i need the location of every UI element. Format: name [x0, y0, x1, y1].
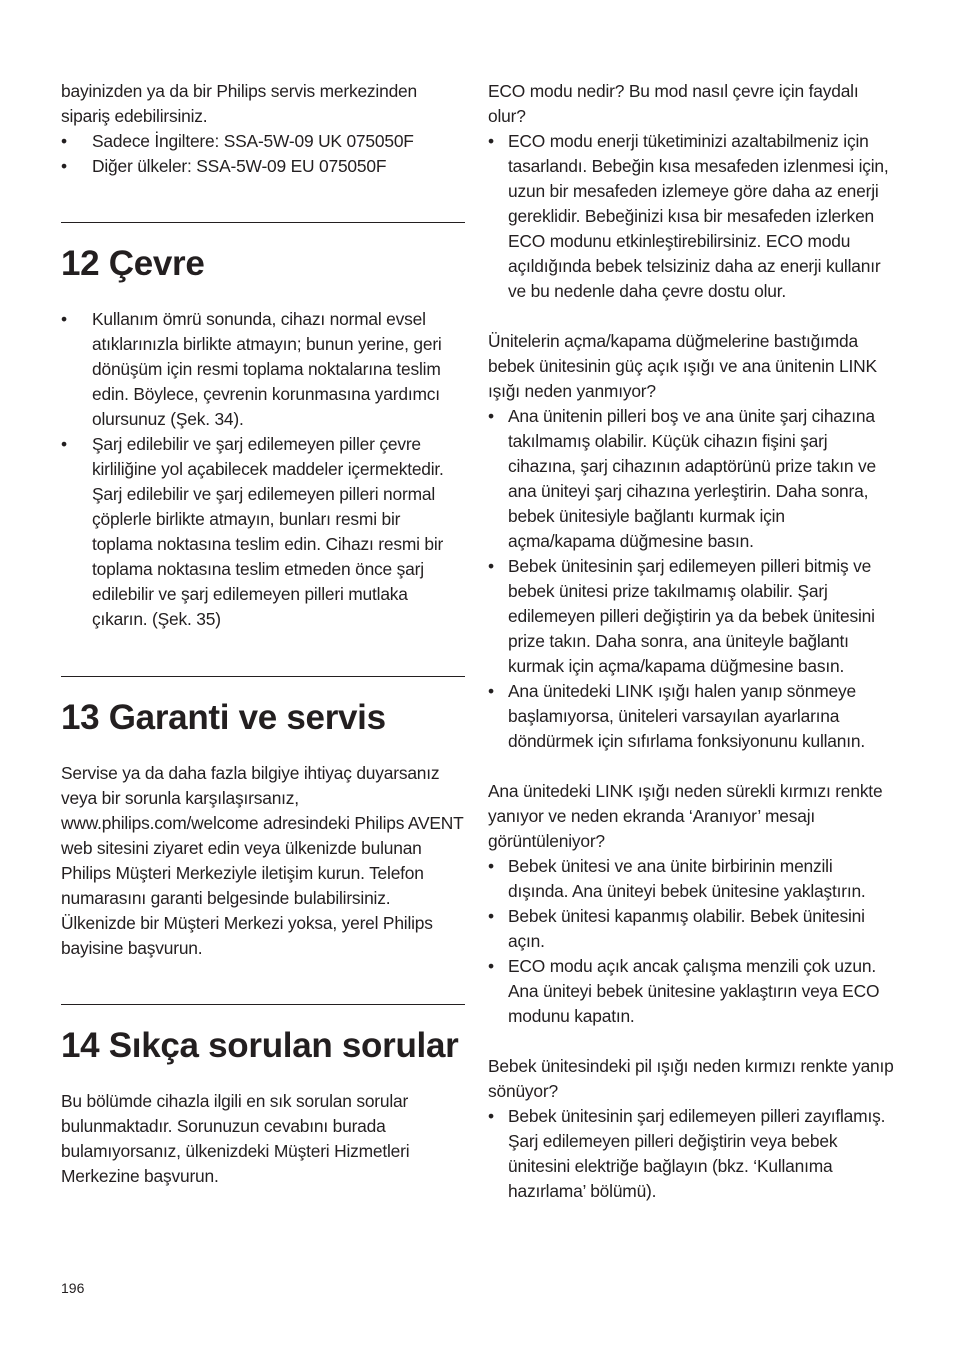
section-12-list — [61, 307, 465, 632]
intro-paragraph: bayinizden ya da bir Philips servis merkezinden sipariş edebilirsiniz. — [61, 81, 417, 126]
page-number: 196 — [61, 1280, 85, 1296]
section-title-13: 13 Garanti ve servis — [61, 698, 386, 737]
list-item: • Kullanım ömrü sonunda, cihazı normal evsel atıklarınızla birlikte atmayın; bunun yerine, geri dönüşüm için resmi toplama noktalarına teslim edin. Böylece, çevrenin korunmasına yardımcı olursunuz (Şek. 34). — [61, 307, 465, 432]
section-title-12: 12 Çevre — [61, 244, 205, 283]
faq-answer: • Bebek ünitesinin şarj edilemeyen pilleri bitmiş ve bebek ünitesi prize takılmamış olabilir. Şarj edilemeyen pilleri değiştirin ya da bebek ünitesini prize takın. Daha sonra, ana üniteyle bağlantı kurmak için açma/kapama düğmesine basın. — [488, 554, 894, 679]
faq-answer: • Ana ünitenin pilleri boş ve ana ünite şarj cihazına takılmamış olabilir. Küçük cihazın fişini şarj cihazına, şarj cihazının adaptörünü prize takın ve ana üniteyi şarj cihazına yerleştirin. Daha sonra, bebek ünitesiyle bağlantı kurmak için açma/kapama düğmesine basın. — [488, 404, 894, 554]
faq-answer: • ECO modu enerji tüketiminizi azaltabilmeniz için tasarlandı. Bebeğin kısa mesafeden izlenmesi için, uzun bir mesafeden izlemeye göre daha az enerji gereklidir. Bebeğinizi kısa bir mesafeden izlerken ECO modunu etkinleştirebilirsiniz. ECO modu açıldığında bebek telsiziniz daha az enerji kullanır ve bu nedenle daha çevre dostu olur. — [488, 129, 894, 304]
faq-column — [488, 79, 894, 1204]
section-13-paragraph: Servise ya da daha fazla bilgiye ihtiyaç duyarsanız veya bir sorunla karşılaşırsanız, www.philips.com/welcome adresindeki Philips AVENT web sitesini ziyaret edin veya ülkenizde bulunan Philips Müşteri Merkeziyle iletişim kurun. Telefon numarasını garanti belgesinde bulabilirsiniz. Ülkenizde bir Müşteri Merkezi yoksa, yerel Philips bayisine başvurun. — [61, 763, 464, 958]
list-item: • Sadece İngiltere: SSA-5W-09 UK 075050F — [61, 129, 465, 154]
left-column — [61, 79, 465, 1189]
section-14-paragraph: Bu bölümde cihazla ilgili en sık sorulan sorular bulunmaktadır. Sorunuzun cevabını burada bulamıyorsanız, ülkenizdeki Müşteri Hizmetleri Merkezine başvurun. — [61, 1091, 410, 1186]
faq-question: Bebek ünitesindeki pil ışığı neden kırmızı renkte yanıp sönüyor? — [488, 1056, 894, 1101]
faq-answer: • Bebek ünitesi ve ana ünite birbirinin menzili dışında. Ana üniteyi bebek ünitesine yaklaştırın. — [488, 854, 894, 904]
faq-answer: • ECO modu açık ancak çalışma menzili çok uzun. Ana üniteyi bebek ünitesine yaklaştırın veya ECO modunu kapatın. — [488, 954, 894, 1029]
list-item: • Şarj edilebilir ve şarj edilemeyen piller çevre kirliliğine yol açabilecek maddeler içermektedir. Şarj edilebilir ve şarj edilemeyen pilleri normal çöplerle birlikte atmayın, bunları resmi bir toplama noktasına teslim edin. Cihazı resmi bir toplama noktasına teslim etmeden önce şarj edilebilir ve şarj edilemeyen pilleri mutlaka çıkarın. (Şek. 35) — [61, 432, 465, 632]
faq-question: ECO modu nedir? Bu mod nasıl çevre için faydalı olur? — [488, 81, 859, 126]
order-list — [61, 129, 465, 179]
faq-question: Ana ünitedeki LINK ışığı neden sürekli kırmızı renkte yanıyor ve neden ekranda ‘Aranıyor’ mesajı görüntüleniyor? — [488, 781, 883, 851]
faq-answer: • Bebek ünitesinin şarj edilemeyen pilleri zayıflamış. Şarj edilemeyen pilleri değiştirin veya bebek ünitesini elektriğe bağlayın (bkz. ‘Kullanıma hazırlama’ bölümü). — [488, 1104, 894, 1204]
faq-answer-list — [488, 854, 894, 1029]
faq-answer-list — [488, 404, 894, 754]
faq-answer-list — [488, 129, 894, 304]
faq-question: Ünitelerin açma/kapama düğmelerine bastığımda bebek ünitesinin güç açık ışığı ve ana ünitenin LINK ışığı neden yanmıyor? — [488, 331, 877, 401]
faq-answer-list — [488, 1104, 894, 1204]
faq-answer: • Bebek ünitesi kapanmış olabilir. Bebek ünitesini açın. — [488, 904, 894, 954]
section-divider — [61, 222, 465, 223]
list-item: • Diğer ülkeler: SSA-5W-09 EU 075050F — [61, 154, 465, 179]
section-divider — [61, 676, 465, 677]
section-divider — [61, 1004, 465, 1005]
faq-answer: • Ana ünitedeki LINK ışığı halen yanıp sönmeye başlamıyorsa, üniteleri varsayılan ayarlarına döndürmek için sıfırlama fonksiyonunu kullanın. — [488, 679, 894, 754]
section-title-14: 14 Sıkça sorulan sorular — [61, 1026, 459, 1065]
